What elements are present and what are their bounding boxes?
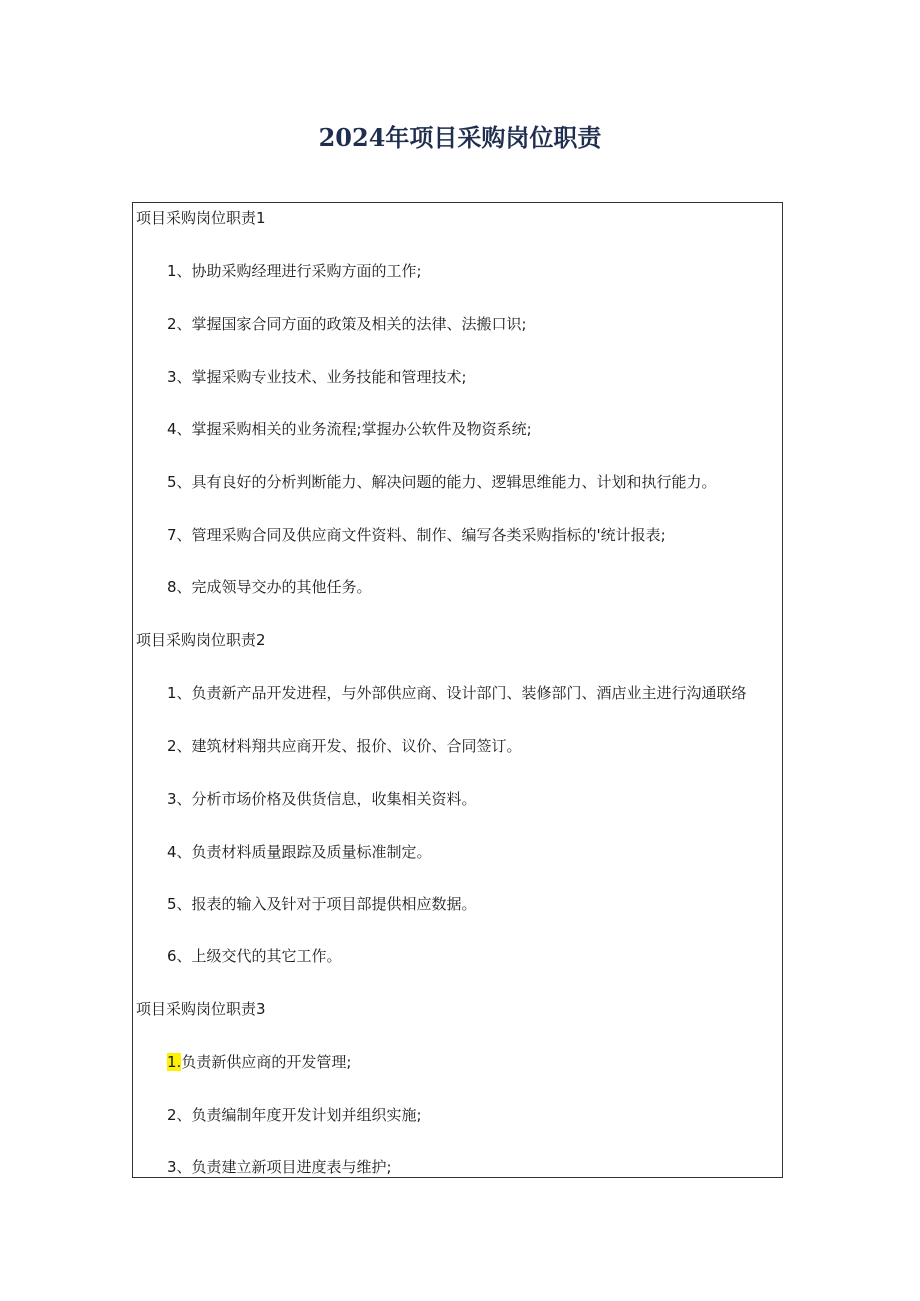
list-item: 8、完成领导交办的其他任务。 — [167, 578, 372, 596]
list-item: 2、建筑材料翔共应商开发、报价、议价、合同签订。 — [167, 737, 522, 755]
section-heading: 项目采购岗位职责1 — [136, 209, 266, 227]
section-heading: 项目采购岗位职责3 — [136, 1000, 266, 1018]
list-item: 7、管理采购合同及供应商文件资料、制作、编写各类采购指标的'统计报表; — [167, 526, 666, 544]
list-item: 2、负责编制年度开发计划并组织实施; — [167, 1106, 422, 1124]
list-item: 5、报表的输入及针对于项目部提供相应数据。 — [167, 895, 477, 913]
list-item: 6、上级交代的其它工作。 — [167, 947, 342, 965]
content-frame — [132, 202, 783, 1178]
list-item: 5、具有良好的分析判断能力、解决问题的能力、逻辑思维能力、计划和执行能力。 — [167, 473, 717, 491]
section-heading: 项目采购岗位职责2 — [136, 631, 266, 649]
list-item: 3、分析市场价格及供货信息，收集相关资料。 — [167, 790, 477, 808]
highlighted-marker: 1. — [167, 1053, 182, 1071]
list-item-text: 负责新供应商的开发管理; — [181, 1053, 352, 1071]
list-item: 3、负责建立新项目进度表与维护; — [167, 1158, 392, 1176]
list-item: 1、负责新产品开发进程，与外部供应商、设计部门、装修部门、酒店业主进行沟通联络 — [167, 684, 747, 702]
list-item: 4、负责材料质量跟踪及质量标准制定。 — [167, 843, 432, 861]
list-item: 3、掌握采购专业技术、业务技能和管理技术; — [167, 368, 467, 386]
document-title: 2024年项目采购岗位职责 — [318, 123, 602, 152]
list-item: 4、掌握采购相关的业务流程;掌握办公软件及物资系统; — [167, 420, 532, 438]
list-item — [167, 1052, 351, 1072]
list-item: 2、掌握国家合同方面的政策及相关的法律、法搬口识; — [167, 315, 527, 333]
list-item: 1、协助采购经理进行采购方面的工作; — [167, 262, 422, 280]
